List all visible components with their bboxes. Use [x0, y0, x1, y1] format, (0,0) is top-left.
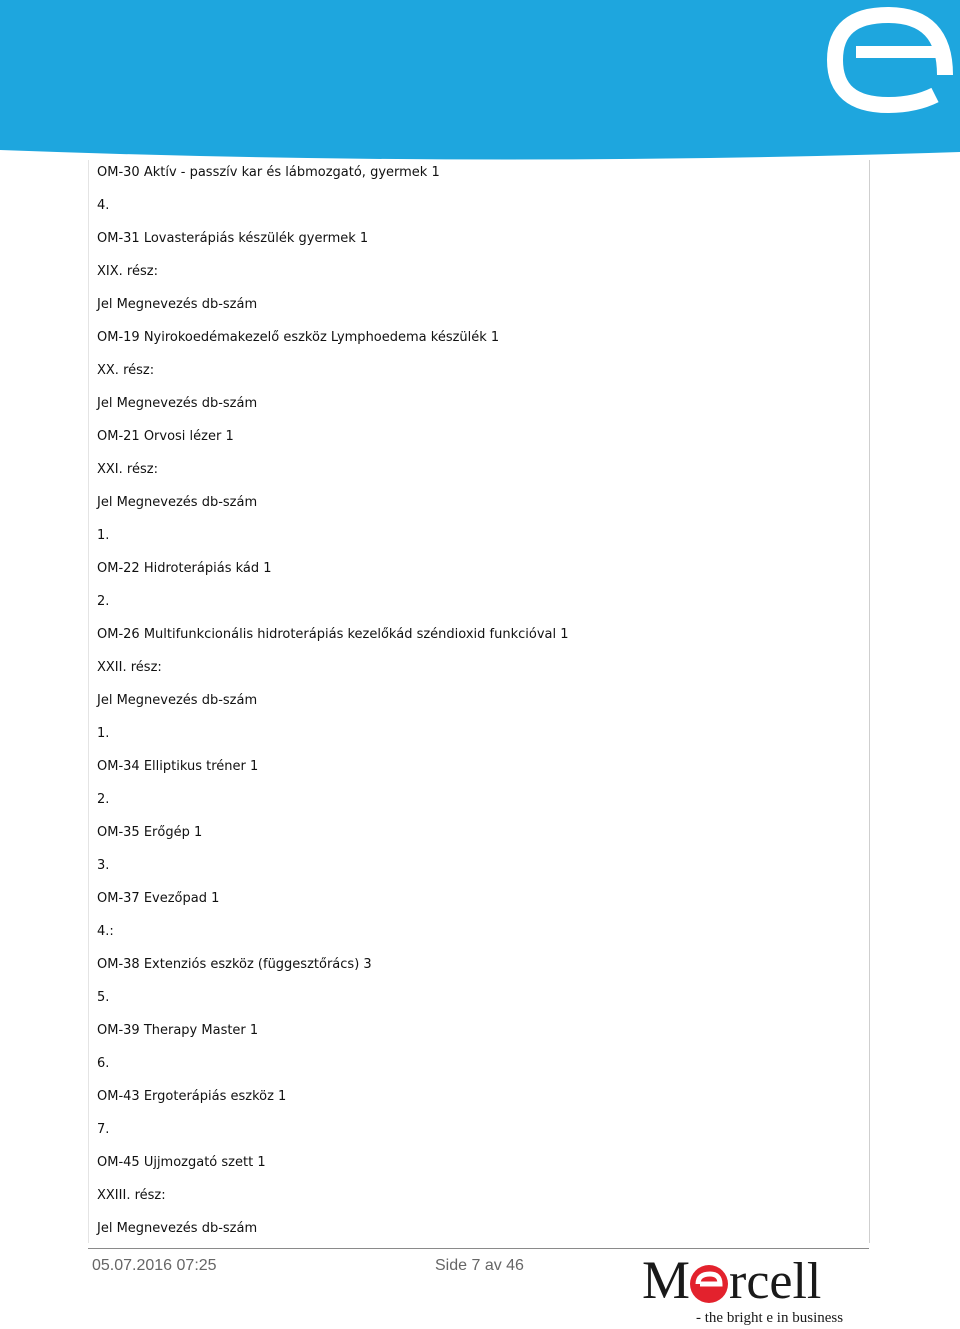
text-line: Jel Megnevezés db-szám — [97, 495, 258, 510]
text-line: Jel Megnevezés db-szám — [97, 396, 258, 411]
text-line: 4.: — [97, 924, 114, 939]
text-line: OM-35 Erőgép 1 — [97, 825, 203, 840]
text-line: OM-22 Hidroterápiás kád 1 — [97, 561, 272, 576]
text-line: 1. — [97, 726, 110, 741]
text-line: OM-38 Extenziós eszköz (függesztőrács) 3 — [97, 957, 372, 972]
footer-divider — [88, 1248, 869, 1249]
text-line: OM-21 Orvosi lézer 1 — [97, 429, 234, 444]
text-line: OM-37 Evezőpad 1 — [97, 891, 220, 906]
text-line: 2. — [97, 594, 110, 609]
text-line: XXIII. rész: — [97, 1188, 166, 1203]
text-line: 3. — [97, 858, 110, 873]
logo-name-end: rcell — [729, 1253, 822, 1310]
text-line: OM-34 Elliptikus tréner 1 — [97, 759, 259, 774]
footer-page-number: Side 7 av 46 — [435, 1257, 524, 1274]
header-banner — [0, 0, 960, 160]
text-line: XX. rész: — [97, 363, 155, 378]
logo-tagline: - the bright e in business — [696, 1310, 844, 1326]
logo-name-start: M — [642, 1250, 691, 1310]
logo-e-icon — [690, 1265, 728, 1303]
text-line: OM-43 Ergoterápiás eszköz 1 — [97, 1089, 287, 1104]
text-line: 5. — [97, 990, 110, 1005]
text-line: 1. — [97, 528, 110, 543]
text-line: 7. — [97, 1122, 110, 1137]
text-line: Jel Megnevezés db-szám — [97, 297, 258, 312]
text-line: 2. — [97, 792, 110, 807]
text-line: OM-26 Multifunkcionális hidroterápiás kezelőkád széndioxid funkcióval 1 — [97, 627, 569, 642]
text-line: OM-31 Lovasterápiás készülék gyermek 1 — [97, 231, 369, 246]
marcell-logo — [640, 1250, 870, 1328]
text-line: XXI. rész: — [97, 462, 158, 477]
text-line: OM-19 Nyirokoedémakezelő eszköz Lymphoedema készülék 1 — [97, 330, 500, 345]
text-line: XIX. rész: — [97, 264, 158, 279]
text-line: OM-39 Therapy Master 1 — [97, 1023, 259, 1038]
text-line: 4. — [97, 198, 110, 213]
text-line: XXII. rész: — [97, 660, 162, 675]
footer-date: 05.07.2016 07:25 — [92, 1257, 217, 1274]
document-body — [97, 163, 857, 1252]
text-line: OM-30 Aktív - passzív kar és lábmozgató, gyermek 1 — [97, 165, 440, 180]
text-line: Jel Megnevezés db-szám — [97, 693, 258, 708]
text-line: OM-45 Ujjmozgató szett 1 — [97, 1155, 266, 1170]
text-line: 6. — [97, 1056, 110, 1071]
text-line: Jel Megnevezés db-szám — [97, 1221, 258, 1236]
